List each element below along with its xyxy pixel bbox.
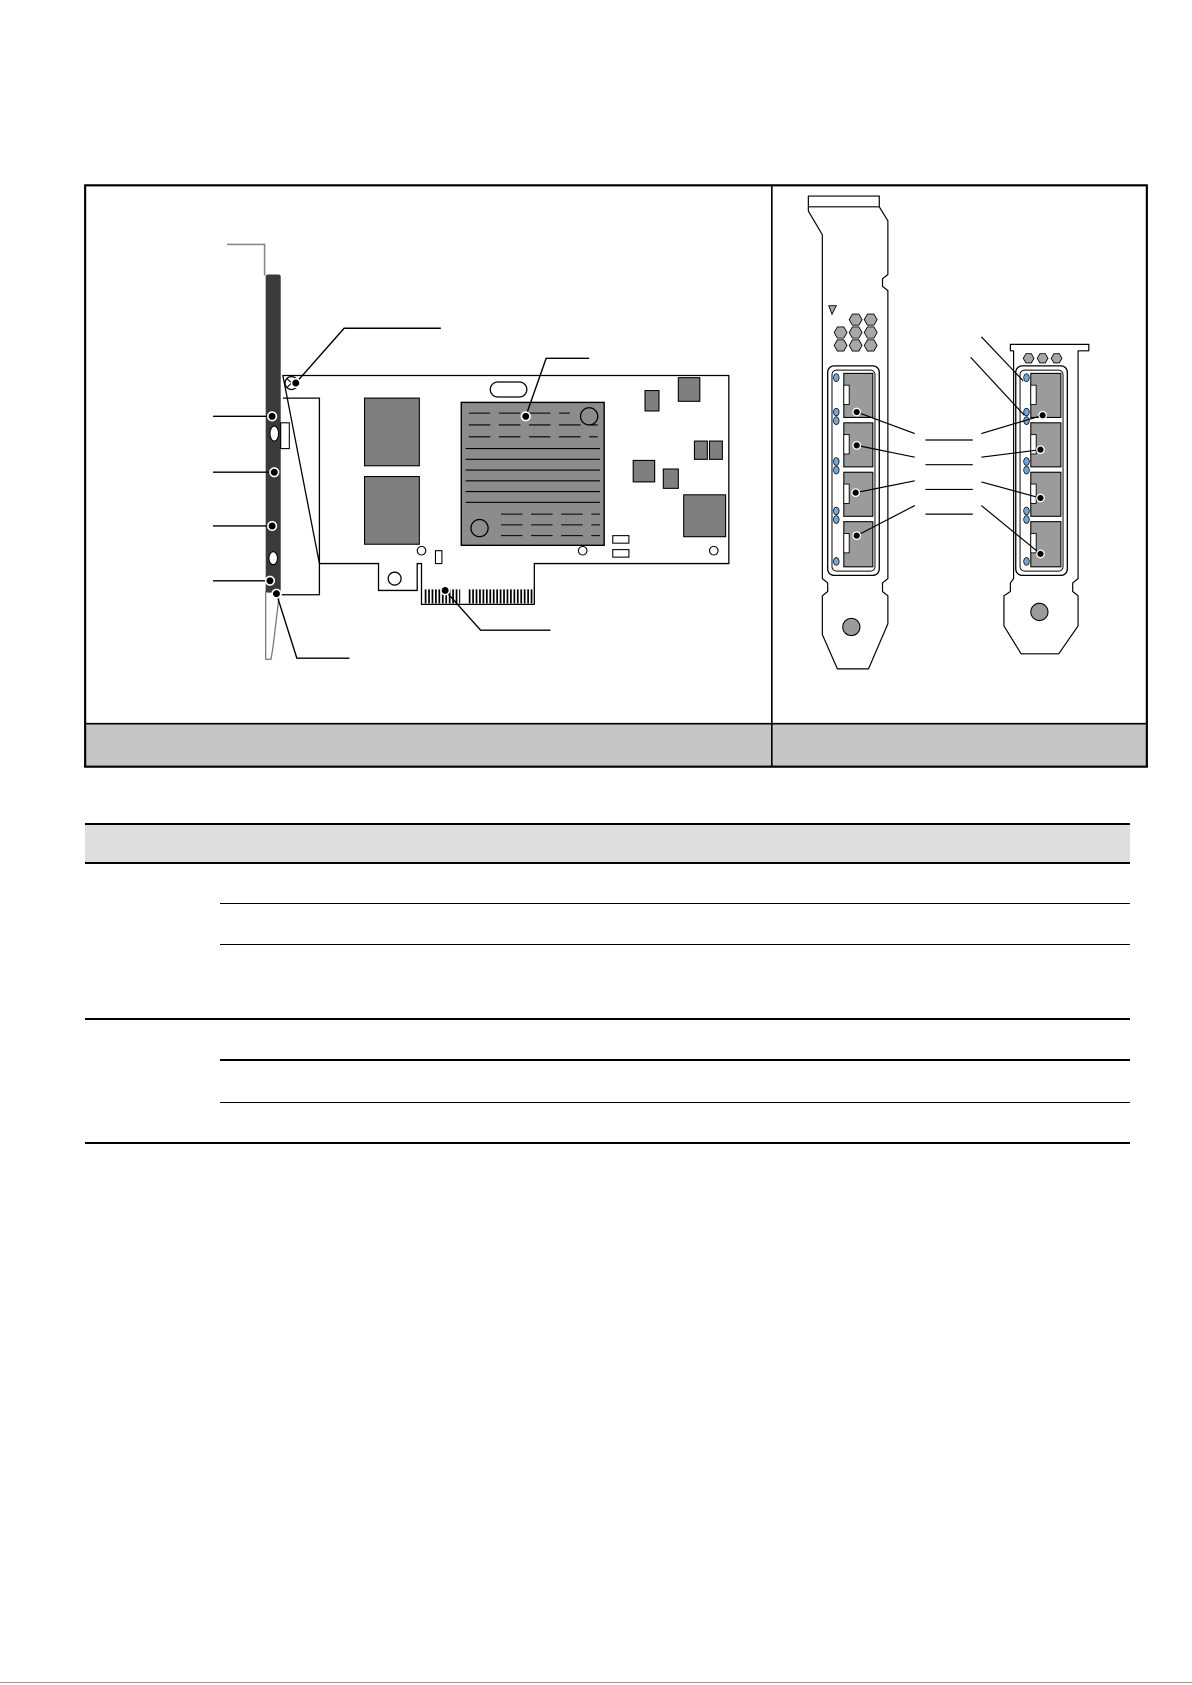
callout-dot [1037, 494, 1045, 502]
vent-hole [834, 340, 847, 351]
table-row-header-cell [85, 1020, 220, 1143]
table-top-rule [85, 823, 1130, 825]
table-row [220, 904, 1130, 944]
heatsink [461, 402, 604, 545]
bracket-led-window [281, 423, 290, 449]
callout-leader-bracket [276, 594, 349, 658]
component [663, 469, 678, 488]
bracket-front-views [808, 196, 1088, 669]
callout-dot [1039, 412, 1047, 420]
row-divider [220, 903, 1130, 904]
led [1024, 558, 1030, 566]
full-height-bracket [227, 244, 298, 659]
callout-dot [266, 576, 275, 585]
callout-dot [852, 489, 860, 497]
bracket-screw-hole [843, 618, 860, 635]
table-header-row [85, 823, 1130, 864]
component [709, 441, 722, 459]
callout-dot [270, 468, 279, 477]
network-adapter-figure [83, 183, 1149, 769]
callout-dot [853, 532, 861, 540]
table-row [220, 864, 1130, 903]
led [833, 558, 839, 566]
table-row [220, 945, 1130, 1019]
table-row [220, 1020, 1130, 1060]
component [633, 460, 654, 481]
led [1024, 458, 1030, 466]
memory-chip-upper [365, 398, 420, 466]
via-hole [578, 546, 587, 555]
led [833, 458, 839, 466]
component [678, 378, 699, 402]
led [1024, 374, 1030, 382]
table-row [220, 1062, 1130, 1103]
page-footer-rule [0, 1682, 1192, 1683]
vent-hole [834, 327, 847, 338]
table-bottom-rule [85, 1142, 1130, 1144]
led [1024, 466, 1030, 474]
via-hole [417, 546, 426, 555]
heatsink-pin-top [581, 408, 598, 425]
vent-hole [864, 314, 877, 325]
callout-dot [272, 589, 281, 598]
bracket-bottom-tab [266, 592, 280, 660]
controller-chip [684, 495, 726, 537]
vent-hole [864, 340, 877, 351]
spec-table [85, 823, 1130, 1144]
vent-holes [1023, 354, 1062, 363]
board-slot [490, 382, 527, 397]
via-hole [709, 546, 718, 555]
memory-chip-lower [365, 477, 420, 545]
callout-dot [268, 412, 277, 421]
led [833, 516, 839, 524]
bracket-top-flange [227, 244, 265, 275]
table-group [85, 864, 1130, 1019]
table-row-header-cell [85, 864, 220, 1019]
bracket-port-opening [269, 552, 278, 565]
callout-dot [1037, 446, 1045, 454]
pcie-card-view [213, 244, 729, 659]
table-header-rule [85, 862, 1130, 864]
vent-hole [1023, 354, 1034, 363]
callout-dot [853, 408, 861, 416]
vent-hole [849, 314, 862, 325]
led [1024, 516, 1030, 524]
led [833, 417, 839, 425]
callout-dot [853, 442, 861, 450]
row-divider [220, 1102, 1130, 1103]
led [833, 374, 839, 382]
led [833, 408, 839, 416]
table-group [85, 1020, 1130, 1143]
mount-hole [388, 572, 401, 585]
smd-pad [613, 550, 629, 558]
table-row [220, 1104, 1130, 1143]
full-height-bracket-front [808, 196, 888, 669]
group-divider [85, 1018, 1130, 1020]
callout-dot [1037, 550, 1045, 558]
smd-pad [613, 536, 629, 544]
caption-band [85, 724, 1147, 767]
led [833, 507, 839, 515]
callout-dot [521, 412, 530, 421]
component [645, 391, 659, 411]
row-divider [220, 944, 1130, 945]
callout-dot [291, 379, 300, 388]
smd-pad [435, 551, 441, 564]
vent-hole [864, 327, 877, 338]
callout-leader-screw [296, 328, 441, 383]
callout-dot [268, 522, 277, 531]
component [694, 441, 707, 459]
led [1024, 507, 1030, 515]
vent-hole [1051, 354, 1062, 363]
led [833, 466, 839, 474]
low-profile-bracket-front [1004, 344, 1089, 653]
vent-hole [849, 327, 862, 338]
bracket-port-opening [270, 426, 279, 441]
callout-dot [441, 586, 450, 595]
vent-hole [1037, 354, 1048, 363]
heatsink-pin-bottom [471, 520, 488, 537]
row-divider [220, 1059, 1130, 1061]
bracket-screw-hole [1031, 603, 1048, 620]
vent-hole [849, 340, 862, 351]
